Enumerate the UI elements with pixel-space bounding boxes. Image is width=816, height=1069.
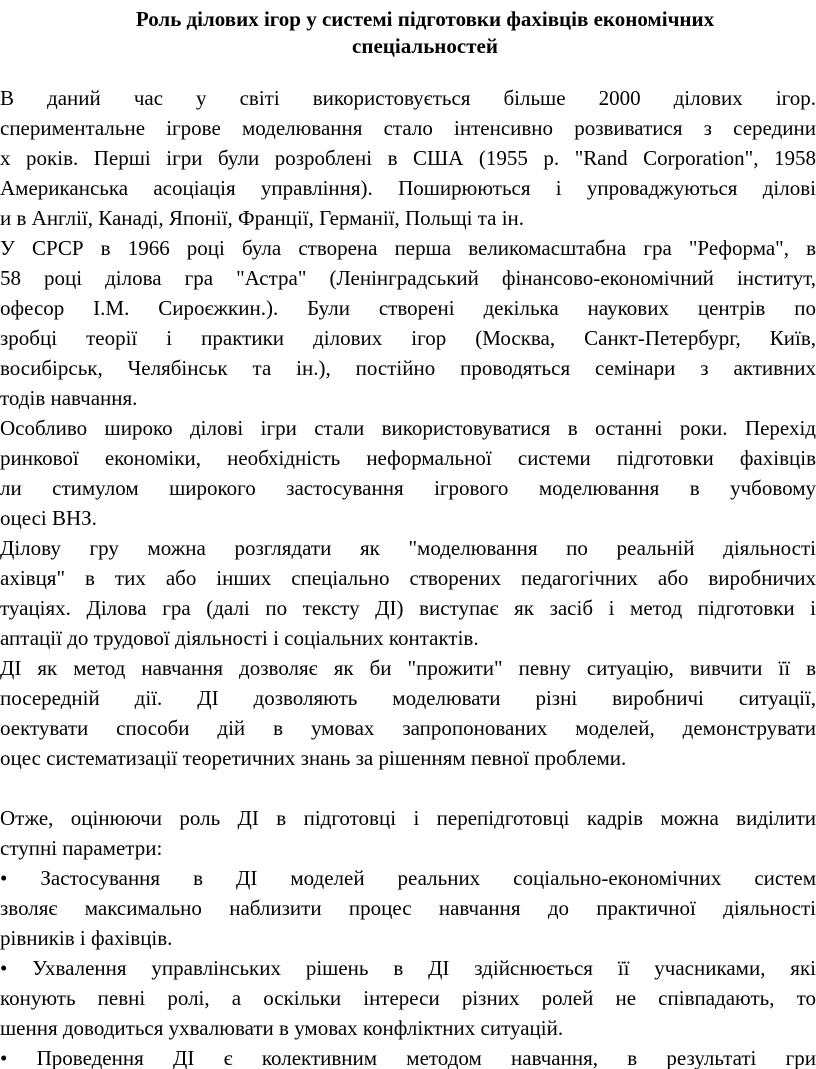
bullet-line: • Ухвалення управлінських рішень в ДІ здійснюється її учасниками, які — [0, 956, 816, 980]
paragraph-line: спериментальне ігрове моделювання стало інтенсивно розвиватися з середини — [0, 116, 816, 140]
paragraph-line: оцесі ВНЗ. — [0, 506, 97, 530]
paragraph-line: Особливо широко ділові ігри стали використовуватися в останні роки. Перехід — [0, 416, 816, 440]
paragraph-line: конують певні ролі, а оскільки інтереси різних ролей не співпадають, то — [0, 986, 816, 1010]
paragraph-line: рівників і фахівців. — [0, 926, 173, 950]
paragraph-line: туаціях. Ділова гра (далі по тексту ДІ) виступає як засіб і метод підготовки і — [0, 596, 816, 620]
bullet-line: • Проведення ДІ є колективним методом навчання, в результаті гри — [0, 1046, 816, 1069]
paragraph-line: ринкової економіки, необхідність неформальної системи підготовки фахівців — [0, 446, 816, 470]
paragraph-line: шення доводиться ухвалювати в умовах конфліктних ситуацій. — [0, 1016, 564, 1040]
paragraph-line: зволяє максимально наблизити процес навчання до практичної діяльності — [0, 896, 816, 920]
paragraph-line: х років. Перші ігри були розроблені в США (1955 р. "Rand Corporation", 1958 — [0, 146, 816, 170]
paragraph-line: и в Англії, Канаді, Японії, Франції, Германії, Польщі та ін. — [0, 206, 525, 230]
paragraph-line: 58 році ділова гра "Астра" (Ленінградський фінансово-економічний інститут, — [0, 266, 816, 290]
paragraph-line: Американська асоціація управління). Поширюються і упроваджуються ділові — [0, 176, 816, 200]
paragraph-line: Отже, оцінюючи роль ДІ в підготовці і перепідготовці кадрів можна виділити — [0, 806, 816, 830]
paragraph-line: аптації до трудової діяльності і соціальних контактів. — [0, 626, 479, 650]
paragraph-line: ДІ як метод навчання дозволяє як би "прожити" певну ситуацію, вивчити її в — [0, 656, 816, 680]
document-title-line-2: спеціальностей — [352, 34, 498, 58]
paragraph-line: ступні параметри: — [0, 836, 163, 860]
paragraph-line: ахівця" в тих або інших спеціально створених педагогічних або виробничих — [0, 566, 816, 590]
paragraph-line: Ділову гру можна розглядати як "моделювання по реальній діяльності — [0, 536, 816, 560]
paragraph-line: В даний час у світі використовується більше 2000 ділових ігор. — [0, 86, 816, 110]
paragraph-line: посередній дії. ДІ дозволяють моделювати різні виробничі ситуації, — [0, 686, 816, 710]
document-title-line-1: Роль ділових ігор у системі підготовки фахівців економічних — [135, 7, 715, 31]
paragraph-line: офесор І.М. Сироєжкин.). Були створені декілька наукових центрів по — [0, 296, 816, 320]
bullet-line: • Застосування в ДІ моделей реальних соціально-економічних систем — [0, 866, 816, 890]
paragraph-line: восибірськ, Челябінськ та ін.), постійно проводяться семінари з активних — [0, 356, 816, 380]
paragraph-line: оектувати способи дій в умовах запропонованих моделей, демонструвати — [0, 716, 816, 740]
paragraph-line: тодів навчання. — [0, 386, 138, 410]
paragraph-line: оцес систематизації теоретичних знань за рішенням певної проблеми. — [0, 746, 627, 770]
paragraph-line: ли стимулом широкого застосування ігрового моделювання в учбовому — [0, 476, 816, 500]
paragraph-line: зробці теорії і практики ділових ігор (Москва, Санкт-Петербург, Київ, — [0, 326, 816, 350]
paragraph-line: У СРСР в 1966 році була створена перша великомасштабна гра "Реформа", в — [0, 236, 816, 260]
